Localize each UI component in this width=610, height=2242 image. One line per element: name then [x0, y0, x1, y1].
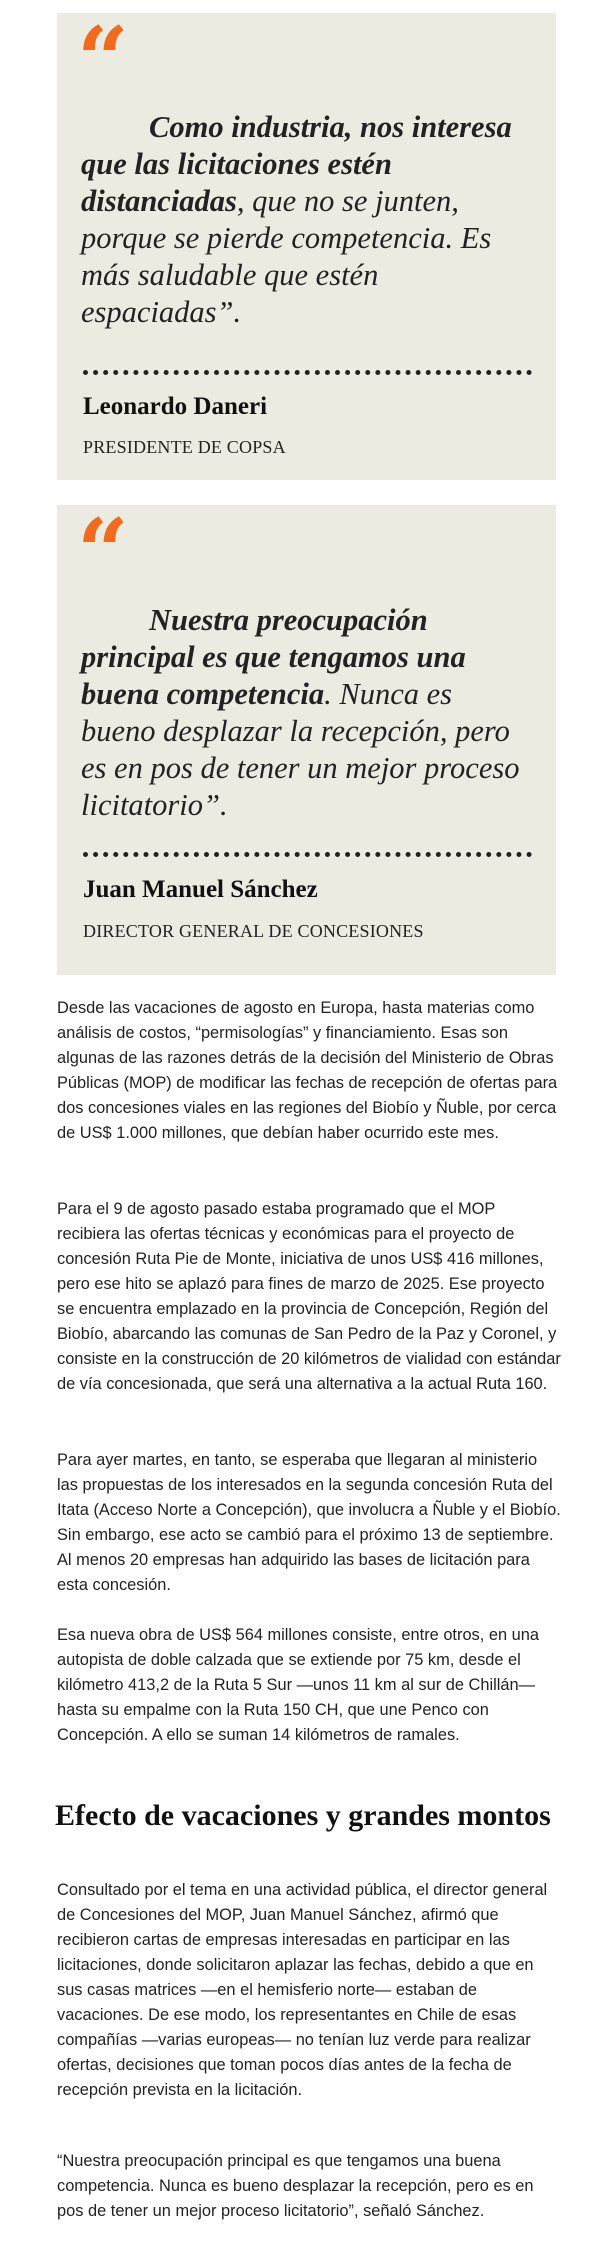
article-paragraph: Para el 9 de agosto pasado estaba programado que el MOP recibiera las ofertas técnicas y económicas para el proyecto de concesión Ruta Pie de Monte, iniciativa de unos US$ 416 millones, pero ese hito se aplazó para fines de marzo de 2025. Ese proyecto se encuentra emplazado en la provincia de Concepción, Región del Biobío, abarcando las comunas de San Pedro de la Paz y Coronel, y consiste en la construcción de 20 kilómetros de vialidad con estándar de vía concesionada, que será una alternativa a la actual Ruta 160. — [57, 1200, 561, 1393]
quote-mark-icon: “ — [77, 499, 129, 605]
pull-quote-text — [81, 602, 530, 824]
article-paragraph: Esa nueva obra de US$ 564 millones consiste, entre otros, en una autopista de doble calzada que se extiende por 75 km, desde el kilómetro 413,2 de la Ruta 5 Sur —unos 11 km al sur de Chillán— hasta su empalme con la Ruta 150 CH, que une Penco con Concepción. A ello se suman 14 kilómetros de ramales. — [57, 1626, 539, 1744]
dotted-divider — [83, 370, 532, 375]
quote-author-role: PRESIDENTE DE COPSA — [83, 437, 286, 457]
quote-author: Leonardo Daneri — [83, 393, 268, 420]
pull-quote-rest: , que no se junten, porque se pierde competencia. Es más saludable que estén espaciadas”. — [81, 184, 492, 329]
pull-quote-card — [57, 7, 556, 480]
pull-quote-card — [57, 499, 556, 975]
quote-mark-icon: “ — [77, 7, 129, 113]
article-paragraph: “Nuestra preocupación principal es que tengamos una buena competencia. Nunca es bueno desplazar la recepción, pero es en pos de tener un mejor proceso licitatorio”, señaló Sánchez. — [57, 2152, 534, 2220]
section-heading: Efecto de vacaciones y grandes montos — [55, 1799, 551, 1832]
article-paragraph: Para ayer martes, en tanto, se esperaba que llegaran al ministerio las propuestas de los interesados en la segunda concesión Ruta del Itata (Acceso Norte a Concepción), que involucra a Ñuble y el Biobío. Sin embargo, ese acto se cambió para el próximo 13 de septiembre. Al menos 20 empresas han adquirido las bases de licitación para esta concesión. — [57, 1451, 561, 1594]
pull-quote-text — [81, 109, 530, 331]
article-paragraph: Desde las vacaciones de agosto en Europa, hasta materias como análisis de costos, “permisologías” y financiamiento. Esas son algunas de las razones detrás de la decisión del Ministerio de Obras Públicas (MOP) de modificar las fechas de recepción de ofertas para dos concesiones viales en las regiones del Biobío y Ñuble, por cerca de US$ 1.000 millones, que debían haber ocurrido este mes. — [57, 999, 558, 1142]
pull-quote-lead: Nuestra preocupación principal es que tengamos una buena competencia — [81, 603, 466, 711]
dotted-divider — [83, 852, 532, 857]
pull-quote-rest: . Nunca es bueno desplazar la recepción, pero es en pos de tener un mejor proceso licitatorio”. — [81, 677, 520, 822]
pull-quote-lead: Como industria, nos interesa que las licitaciones estén distanciadas — [81, 110, 512, 218]
quote-author-role: DIRECTOR GENERAL DE CONCESIONES — [83, 921, 424, 941]
quote-author: Juan Manuel Sánchez — [83, 876, 318, 903]
article-paragraph: Consultado por el tema en una actividad pública, el director general de Concesiones del MOP, Juan Manuel Sánchez, afirmó que recibieron cartas de empresas interesadas en participar en las licitaciones, donde solicitaron aplazar las fechas, debido a que en sus casas matrices —en el hemisferio norte— estaban de vacaciones. De ese modo, los representantes en Chile de esas compañías —varias europeas— no tenían luz verde para realizar ofertas, decisiones que toman pocos días antes de la fecha de recepción prevista en la licitación. — [57, 1881, 548, 2099]
